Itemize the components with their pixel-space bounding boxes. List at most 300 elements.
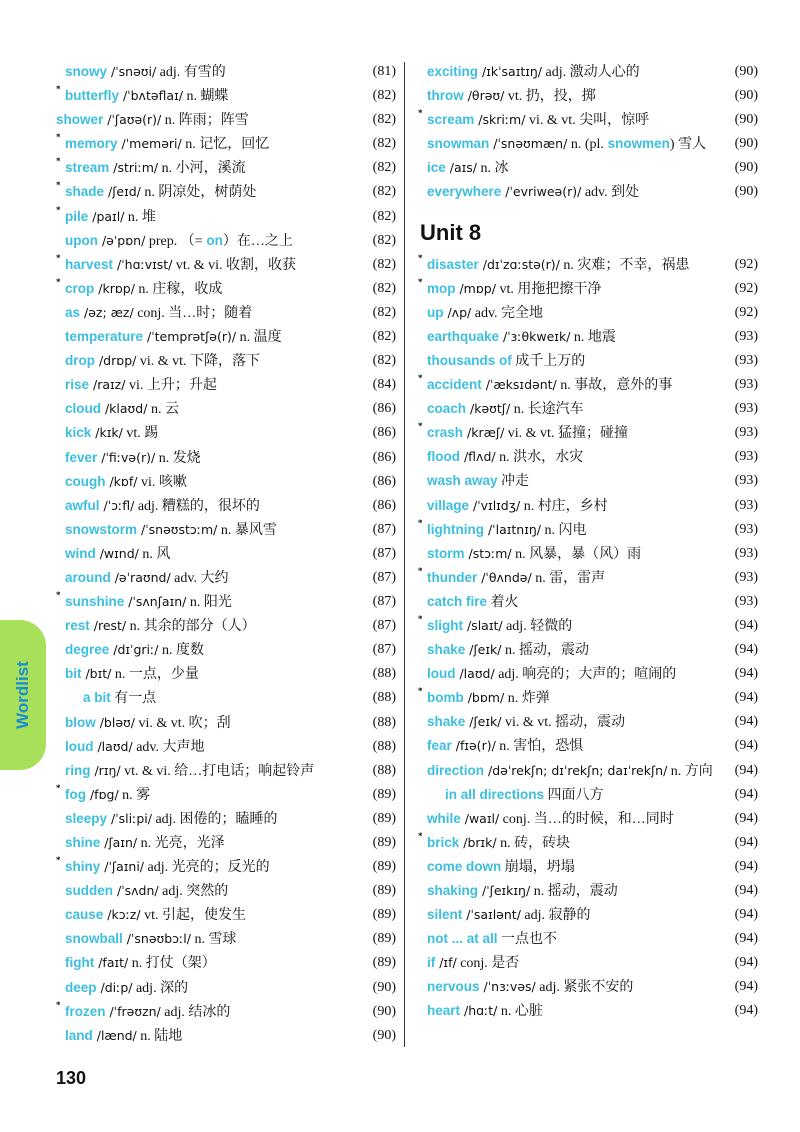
wordlist-entry xyxy=(56,542,396,566)
page-reference: (93) xyxy=(734,473,758,489)
page-reference: (90) xyxy=(734,112,758,128)
wordlist-entry xyxy=(418,662,758,686)
wordlist-entry xyxy=(56,831,396,855)
page-reference: (82) xyxy=(372,184,396,200)
wordlist-entry xyxy=(56,855,396,879)
phonetic: /ˈfiːvə(r)/ xyxy=(97,449,156,465)
definition: n. 风暴，暴（风）雨 xyxy=(511,546,642,562)
definition: conj. 是否 xyxy=(456,956,520,972)
headword: heart xyxy=(427,1003,461,1019)
definition: vt. 引起，使发生 xyxy=(140,908,246,924)
wordlist-entry xyxy=(56,662,396,686)
star-icon: * xyxy=(418,108,423,119)
headword: shower xyxy=(56,112,104,128)
definition: n. 事故，意外的事 xyxy=(556,378,673,394)
definition: n. 庄稼，收成 xyxy=(134,281,223,297)
page-number: 130 xyxy=(56,1068,87,1088)
definition: 冲走 xyxy=(497,474,530,490)
wordlist-entry xyxy=(56,494,396,518)
headword: around xyxy=(65,569,111,585)
page-reference: (82) xyxy=(372,329,396,345)
phonetic: /ˈθʌndə/ xyxy=(477,569,532,585)
star-icon: * xyxy=(56,204,61,215)
headword: rise xyxy=(65,377,90,393)
definition: n. 度数 xyxy=(158,643,204,659)
wordlist-entry xyxy=(56,879,396,903)
definition: adj. 响亮的；大声的；喧闹的 xyxy=(494,667,677,683)
definition: adj. 糟糕的，很坏的 xyxy=(134,498,260,514)
definition: adj. 有雪的 xyxy=(156,65,226,80)
phonetic: /stɔːm/ xyxy=(464,545,512,561)
headword: catch fire xyxy=(427,593,488,609)
definition: vt. 用拖把擦干净 xyxy=(495,281,602,297)
phonetic: /ˈvɪlɪdʒ/ xyxy=(469,497,521,513)
definition: n. 雪球 xyxy=(190,932,237,948)
phonetic: /kɪk/ xyxy=(91,425,123,441)
headword: harvest xyxy=(65,256,114,272)
definition: n. 长途汽车 xyxy=(510,402,584,418)
definition: n. 一点，少量 xyxy=(111,667,199,683)
page-reference: (88) xyxy=(372,738,396,754)
wordlist-entry xyxy=(56,108,396,132)
wordlist-entry xyxy=(56,614,396,638)
phonetic: /ˈfrəʊzn/ xyxy=(105,1003,161,1019)
page-reference: (87) xyxy=(372,594,396,610)
wordlist-entry xyxy=(418,734,758,758)
phonetic: /mɒp/ xyxy=(455,280,496,296)
definition-keyword: snowmen xyxy=(603,136,670,152)
headword: slight xyxy=(427,617,463,633)
wordlist-entry xyxy=(56,711,396,735)
phonetic: /ˈsnəʊbɔːl/ xyxy=(122,931,191,947)
headword: shake xyxy=(427,642,466,658)
definition: n. 陆地 xyxy=(136,1028,183,1044)
page-reference: (87) xyxy=(372,618,396,634)
page-reference: (87) xyxy=(372,642,396,658)
star-icon: * xyxy=(418,565,423,576)
headword: memory xyxy=(65,136,118,152)
phonetic: /bɪt/ xyxy=(81,666,112,682)
definition: adv. 到处 xyxy=(581,185,640,201)
definition: n. 阳光 xyxy=(186,595,232,611)
headword: in all directions xyxy=(445,786,545,802)
page-reference: (82) xyxy=(372,160,396,176)
headword: loud xyxy=(427,666,456,682)
definition: 一点也不 xyxy=(497,932,558,948)
page-reference: (87) xyxy=(372,521,396,537)
headword: bit xyxy=(65,666,82,682)
definition: vi. & vt. 猛撞；碰撞 xyxy=(504,426,628,442)
phonetic: /ˈsʌnʃaɪn/ xyxy=(124,594,187,610)
star-icon: * xyxy=(56,252,61,263)
headword: snowball xyxy=(65,931,123,947)
phonetic: /ˈbʌtəflaɪ/ xyxy=(119,88,183,104)
wordlist-entry xyxy=(418,710,758,734)
headword: bomb xyxy=(427,690,464,706)
page-reference: (94) xyxy=(734,883,758,898)
phonetic: /klaʊd/ xyxy=(101,401,148,417)
definition: vi. & vt. 吹；刮 xyxy=(134,715,231,731)
page-reference: (86) xyxy=(372,497,396,513)
wordlist-entry xyxy=(56,301,396,325)
page-reference: (87) xyxy=(372,569,396,585)
phonetic: /ˈʃaʊə(r)/ xyxy=(103,112,162,128)
headword: up xyxy=(427,304,444,320)
page-reference: (82) xyxy=(372,208,396,224)
page-reference: (89) xyxy=(372,859,396,875)
definition: n. 温度 xyxy=(236,330,282,346)
phonetic: /ˈsʌdn/ xyxy=(113,883,159,899)
page-reference: (89) xyxy=(372,786,396,802)
page-reference: (93) xyxy=(734,328,758,344)
phonetic: /ˈlaɪtnɪŋ/ xyxy=(483,521,541,537)
page-reference: (88) xyxy=(372,666,396,682)
headword: shiny xyxy=(65,859,101,875)
definition: n. (pl. xyxy=(567,137,604,153)
definition: 四面八方 xyxy=(544,787,604,803)
headword: thousands of xyxy=(427,352,512,368)
star-icon: * xyxy=(56,855,61,866)
phonetic: /flʌd/ xyxy=(460,449,496,465)
page-reference: (90) xyxy=(372,1003,396,1019)
headword: come down xyxy=(427,858,502,874)
definition: adj. 轻微的 xyxy=(502,618,573,634)
definition: n. 发烧 xyxy=(155,450,201,466)
definition: vi. & vt. 摇动，震动 xyxy=(501,715,626,731)
headword: coach xyxy=(427,401,467,417)
wordlist-entry xyxy=(56,132,396,156)
wordlist-entry xyxy=(56,205,396,229)
page-reference: (94) xyxy=(734,979,758,995)
headword: fight xyxy=(65,955,95,971)
page-reference: (87) xyxy=(372,545,396,561)
definition: n. 蝴蝶 xyxy=(182,89,229,105)
phonetic: /kræʃ/ xyxy=(463,425,505,441)
definition: vi. 上升；升起 xyxy=(125,378,217,394)
headword: sudden xyxy=(65,883,114,899)
star-icon: * xyxy=(418,252,423,263)
page-reference: (88) xyxy=(372,690,396,706)
headword: wash away xyxy=(427,473,498,489)
wordlist-entry xyxy=(418,469,758,493)
headword: not ... at all xyxy=(427,931,498,947)
headword: snowy xyxy=(65,64,108,79)
definition: conj. 当…时；随着 xyxy=(133,305,253,321)
definition-continued: ) 雪人 xyxy=(669,137,707,153)
headword: land xyxy=(65,1027,93,1043)
wordlist-entry xyxy=(418,951,758,975)
page-reference: (81) xyxy=(372,64,396,79)
page-reference: (92) xyxy=(734,256,758,272)
headword: frozen xyxy=(65,1003,106,1019)
star-icon: * xyxy=(56,276,61,287)
definition: adj. 激动人心的 xyxy=(542,65,640,80)
star-icon: * xyxy=(418,517,423,528)
headword: snowstorm xyxy=(65,521,138,537)
phonetic: /ˈhɑːvɪst/ xyxy=(113,256,173,272)
wordlist-entry xyxy=(56,976,396,1000)
page-reference: (90) xyxy=(734,160,758,176)
definition: 着火 xyxy=(487,594,519,610)
wordlist-entry xyxy=(56,566,396,590)
headword: silent xyxy=(427,907,463,923)
definition: adv. 大声地 xyxy=(132,739,205,755)
definition: n. 方向 xyxy=(667,763,713,779)
phonetic: /ˈnɜːvəs/ xyxy=(479,979,536,995)
headword: direction xyxy=(427,762,485,778)
wordlist-side-tab xyxy=(0,620,46,770)
star-icon: * xyxy=(56,180,61,191)
page-reference: (90) xyxy=(372,979,396,995)
phonetic: /ˈʃaɪni/ xyxy=(100,859,144,875)
wordlist-entry xyxy=(56,807,396,831)
wordlist-entry xyxy=(56,759,396,783)
wordlist-entry xyxy=(418,325,758,349)
headword: cloud xyxy=(65,401,101,417)
headword: nervous xyxy=(427,979,480,995)
definition: vi. & vt. 下降，落下 xyxy=(136,354,261,370)
page-reference: (93) xyxy=(734,545,758,561)
page-reference: (92) xyxy=(734,280,758,296)
phonetic: /waɪl/ xyxy=(460,810,500,826)
headword: crop xyxy=(65,280,95,296)
headword: brick xyxy=(427,834,460,850)
page-reference: (93) xyxy=(734,569,758,585)
page-reference: (86) xyxy=(372,401,396,417)
star-icon: * xyxy=(56,84,61,95)
wordlist-entry xyxy=(56,686,396,710)
page-reference: (82) xyxy=(372,88,396,104)
definition: n. 心脏 xyxy=(497,1004,543,1020)
headword: accident xyxy=(427,377,482,393)
right-column xyxy=(418,60,758,1024)
headword: earthquake xyxy=(427,328,500,344)
wordlist-entry xyxy=(418,421,758,445)
phonetic: /paɪl/ xyxy=(88,208,125,224)
unit-8-entries xyxy=(418,253,758,1024)
phonetic: /hɑːt/ xyxy=(460,1003,498,1019)
wordlist-entry xyxy=(418,301,758,325)
wordlist-entry xyxy=(418,349,758,373)
wordlist-entry xyxy=(56,373,396,397)
phonetic: /ˈevriweə(r)/ xyxy=(501,184,582,200)
headword: a bit xyxy=(83,690,111,706)
phonetic: /fɒg/ xyxy=(86,786,119,802)
phonetic: /ˈɔːfl/ xyxy=(99,497,135,513)
wordlist-entry xyxy=(418,108,758,132)
phonetic: /laʊd/ xyxy=(93,738,133,754)
definition: n. 阴凉处，树荫处 xyxy=(140,185,257,201)
wordlist-entry xyxy=(56,397,396,421)
headword: stream xyxy=(65,160,110,176)
definition: 成千上万的 xyxy=(511,353,586,369)
headword: upon xyxy=(65,232,98,248)
definition-keyword: on xyxy=(202,232,223,248)
phonetic: /dɪˈgriː/ xyxy=(109,642,159,658)
phonetic: /ˈsnəʊi/ xyxy=(107,64,157,79)
headword: storm xyxy=(427,545,465,561)
phonetic: /əˈpɒn/ xyxy=(98,232,146,248)
phonetic: /faɪt/ xyxy=(94,955,129,971)
definition: n. 小河，溪流 xyxy=(158,161,246,177)
headword: if xyxy=(427,955,436,971)
phonetic: /raɪz/ xyxy=(89,377,126,393)
page-reference: (82) xyxy=(372,232,396,248)
definition: n. 堆 xyxy=(124,209,156,225)
wordlist-entry xyxy=(56,156,396,180)
definition: vt. 踢 xyxy=(122,426,159,442)
page-reference: (92) xyxy=(734,304,758,320)
star-icon: * xyxy=(418,276,423,287)
headword: flood xyxy=(427,449,460,465)
definition: adj. 深的 xyxy=(132,980,189,996)
headword: shine xyxy=(65,835,101,850)
phonetic: /ʃeɪk/ xyxy=(465,642,502,658)
headword: kick xyxy=(65,425,92,441)
phonetic: /ˈɜːθkweɪk/ xyxy=(499,328,571,344)
phonetic: /ʃeɪd/ xyxy=(104,184,141,200)
definition: n. 雾 xyxy=(118,787,151,803)
phonetic: /dɪˈzɑːstə(r)/ xyxy=(478,256,560,272)
definition: n. 打仗（架） xyxy=(128,956,216,972)
phonetic: /kɒf/ xyxy=(105,473,138,489)
definition: n. 摇动，震动 xyxy=(530,884,618,899)
wordlist-entry xyxy=(418,566,758,590)
definition: n. 闪电 xyxy=(541,522,587,538)
page-reference: (93) xyxy=(734,593,758,609)
wordlist-entry xyxy=(56,60,396,84)
wordlist-entry xyxy=(56,518,396,542)
wordlist-entry xyxy=(56,84,396,108)
headword: mop xyxy=(427,280,456,296)
headword: fear xyxy=(427,738,452,754)
wordlist-entry xyxy=(418,903,758,927)
headword: as xyxy=(65,304,81,320)
wordlist-entry xyxy=(56,421,396,445)
phonetic: /krɒp/ xyxy=(94,280,135,296)
phonetic: /ˈsliːpi/ xyxy=(107,810,152,826)
definition: conj. 当…的时候，和…同时 xyxy=(499,811,674,827)
phonetic: /dəˈrekʃn; dɪˈrekʃn; daɪˈrekʃn/ xyxy=(484,762,668,778)
wordlist-entry xyxy=(56,325,396,349)
page-reference: (90) xyxy=(734,64,758,79)
page-reference: (82) xyxy=(372,280,396,296)
star-icon: * xyxy=(56,782,61,793)
wordlist-entry xyxy=(56,180,396,204)
wordlist-entry xyxy=(56,903,396,927)
definition: n. 摇动，震动 xyxy=(501,643,589,659)
definition: n. 光亮，光泽 xyxy=(137,836,225,851)
headword: rest xyxy=(65,618,90,634)
definition: adj. 突然的 xyxy=(158,884,229,900)
page-reference: (94) xyxy=(734,617,758,633)
right-top-entries xyxy=(418,60,758,205)
phonetic: /ˈmeməri/ xyxy=(117,136,182,152)
definition: adj. 结冰的 xyxy=(160,1004,231,1020)
phonetic: /slaɪt/ xyxy=(463,617,503,633)
definition-continued: ）在…之上 xyxy=(222,233,293,249)
headword: pile xyxy=(65,208,89,224)
headword: snowman xyxy=(427,136,490,152)
wordlist-entry xyxy=(56,277,396,301)
definition: adj. 困倦的；瞌睡的 xyxy=(151,811,278,827)
headword: thunder xyxy=(427,569,478,585)
page-reference: (94) xyxy=(734,955,758,971)
definition: vt. & vi. 给…打电话；响起铃声 xyxy=(120,763,315,779)
phonetic: /kɔːz/ xyxy=(103,907,141,923)
phonetic: /drɒp/ xyxy=(95,353,137,369)
phonetic: /ˈæksɪdənt/ xyxy=(481,377,557,393)
wordlist-entry xyxy=(418,927,758,951)
page-reference: (93) xyxy=(734,449,758,465)
definition: vi. & vt. 尖叫，惊呼 xyxy=(525,113,650,129)
headword: exciting xyxy=(427,64,479,79)
page-reference: (88) xyxy=(372,762,396,778)
headword: cough xyxy=(65,473,106,489)
wordlist-entry xyxy=(56,927,396,951)
phonetic: /ʌp/ xyxy=(443,304,472,320)
wordlist-entry xyxy=(418,975,758,999)
phonetic: /ɪf/ xyxy=(435,955,457,971)
definition: vt. 扔，投，掷 xyxy=(504,89,596,105)
wordlist-entry xyxy=(418,277,758,301)
headword: scream xyxy=(427,112,475,128)
wordlist-entry xyxy=(418,518,758,542)
wordlist-entry xyxy=(56,735,396,759)
definition: adj. 寂静的 xyxy=(520,908,591,924)
definition: adj. 紧张不安的 xyxy=(535,980,634,996)
wordlist-entry xyxy=(418,445,758,469)
definition: adv. 大约 xyxy=(170,570,229,586)
definition: n. 害怕，恐惧 xyxy=(495,739,584,755)
page-reference: (94) xyxy=(734,642,758,658)
headword: degree xyxy=(65,642,110,658)
headword: ring xyxy=(65,762,91,778)
page-reference: (94) xyxy=(734,858,758,874)
phonetic: /ʃaɪn/ xyxy=(100,835,138,850)
page-reference: (86) xyxy=(372,473,396,489)
wordlist-entry xyxy=(56,349,396,373)
definition: n. 风 xyxy=(138,546,171,562)
wordlist-entry xyxy=(418,831,758,855)
definition: adv. 完全地 xyxy=(471,305,544,321)
wordlist-entry xyxy=(418,590,758,614)
wordlist-entry xyxy=(56,229,396,253)
page-reference: (94) xyxy=(734,1003,758,1019)
wordlist-entry xyxy=(418,999,758,1023)
phonetic: /ˈʃeɪkɪŋ/ xyxy=(478,883,531,898)
headword: fog xyxy=(65,786,86,802)
wordlist-entry xyxy=(418,638,758,662)
phonetic: /ˈtemprətʃə(r)/ xyxy=(143,329,237,345)
headword: shaking xyxy=(427,883,479,898)
wordlist-entry xyxy=(418,614,758,638)
page-reference: (89) xyxy=(372,907,396,923)
definition: n. 其余的部分（人） xyxy=(126,619,256,635)
star-icon: * xyxy=(418,613,423,624)
page-reference: (93) xyxy=(734,497,758,513)
wordlist-entry xyxy=(418,132,758,156)
definition: adj. 光亮的；反光的 xyxy=(144,860,270,876)
page-reference: (82) xyxy=(372,353,396,369)
headword: while xyxy=(427,810,461,826)
phonetic: /bɒm/ xyxy=(463,690,505,706)
star-icon: * xyxy=(418,421,423,432)
left-column xyxy=(56,60,396,1048)
wordlist-entry xyxy=(418,156,758,180)
wordlist-entry xyxy=(56,1024,396,1048)
page-reference: (89) xyxy=(372,931,396,947)
